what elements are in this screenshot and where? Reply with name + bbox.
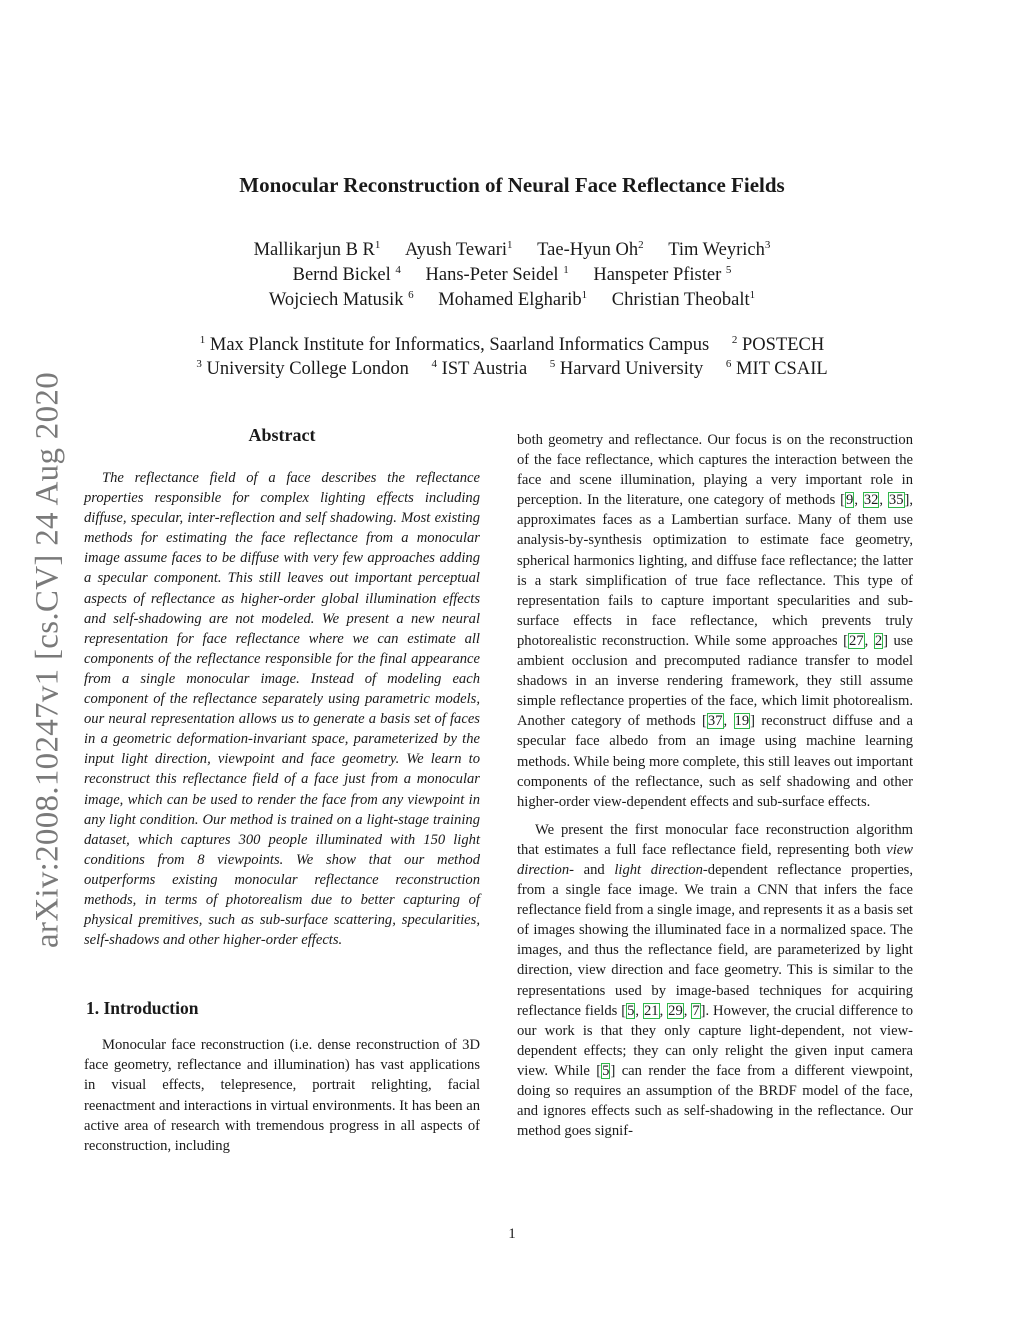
author-list <box>0 238 1024 313</box>
affiliation: $^6$ MIT CSAIL <box>725 358 828 379</box>
page-number: 1 <box>508 1226 516 1242</box>
citation-link[interactable]: 5 <box>602 1062 610 1079</box>
citation-link[interactable]: 21 <box>643 1002 659 1019</box>
affiliation: $^3$ University College London <box>196 358 409 379</box>
citation-link[interactable]: 35 <box>888 492 904 509</box>
author: Hanspeter Pfister $^5$ <box>593 264 732 285</box>
left-column <box>84 425 480 1156</box>
author: Bernd Bickel $^4$ <box>292 264 401 285</box>
citation-link[interactable]: 37 <box>707 713 723 730</box>
affiliation: $^2$ POSTECH <box>731 334 825 355</box>
paper-title: Monocular Reconstruction of Neural Face Reflectance Fields <box>239 173 785 197</box>
author: Wojciech Matusik $^6$ <box>268 289 414 310</box>
author: Tim Weyrich$^3$ <box>668 239 771 260</box>
citation-link[interactable]: 2 <box>874 632 883 649</box>
introduction-heading: 1. Introduction <box>86 998 199 1019</box>
author-line-1 <box>0 238 1024 263</box>
citation-link[interactable]: 19 <box>734 713 750 730</box>
abstract-text: The reflectance field of a face describes the reflectance properties responsible for complex lighting effects including diffuse, specular, inter-reflection and self shadowing. Most existing methods for estimating the face reflectance from a monocular image assume faces to be diffuse with very few approaches adding a specular component. This still leaves out important perceptual aspects of reflectance as higher-order global illumination effects and self-shadowing are not modeled. We present a new neural representation for face reflectance where we can estimate all components of the reflectance responsible for the final appearance from a single monocular image. Instead of modeling each component of the reflectance separately using parametric models, our neural representation allows us to generate a basis set of faces in a geometric deformation-invariant space, parameterized by the input light direction, viewpoint and face geometry. We learn to reconstruct this reflectance field of a face just from a monocular image, which can be used to render the face from any viewpoint in any light condition. Our method is trained on a light-stage training dataset, which captures 300 people illuminated with 150 light conditions from 8 viewpoints. We show that our method outperforms existing monocular reflectance reconstruction methods, in terms of photorealism due to better capturing of physical premitives, such as sub-surface scattering, specularities, self-shadows and other higher-order effects. <box>84 470 480 949</box>
citation-link[interactable]: 5 <box>627 1002 635 1019</box>
citation-link[interactable]: 9 <box>846 492 854 509</box>
abstract-heading: Abstract <box>248 425 316 445</box>
contribution-paragraph: We present the first monocular face reconstruction algorithm that estimates a full face reflectance field, representing both view direction- and light direction-dependent reflectance properties, from a single face image. We train a CNN that infers the face reflectance field from a single image, and represents it as a basis set of images showing the illuminated face in a normalized space. The images, and thus the reflectance field, are parameterized by light direction, view direction and face geometry. This is similar to the representations used by image-based techniques for acquiring reflectance fields [5, 21, 29, 7]. However, the crucial difference to our work is that they only capture light-dependent, not view-dependent effects; they can only relight the given input camera view. While [5] can render the face from a different viewpoint, doing so requires an assumption of the BRDF model of the face, and ignores effects such as self-shadowing in the reflectance. Our method goes signif- <box>517 821 914 1140</box>
author-line-3 <box>0 288 1024 313</box>
affiliation-list <box>0 333 1024 381</box>
citation-link[interactable]: 29 <box>668 1002 683 1019</box>
author: Mohamed Elgharib$^1$ <box>438 289 588 310</box>
citation-link[interactable]: 32 <box>863 492 879 509</box>
affiliation: $^1$ Max Planck Institute for Informatics, Saarland Informatics Campus <box>199 334 710 355</box>
citation-link[interactable]: 7 <box>692 1002 700 1019</box>
author: Christian Theobalt$^1$ <box>611 289 756 310</box>
right-column <box>517 430 913 1141</box>
author: Hans-Peter Seidel $^1$ <box>425 264 569 285</box>
arxiv-identifier: arXiv:2008.10247v1 [cs.CV] 24 Aug 2020 <box>29 371 66 949</box>
affiliation-line-2 <box>0 357 1024 381</box>
affiliation: $^5$ Harvard University <box>549 358 704 379</box>
author: Tae-Hyun Oh$^2$ <box>537 239 644 260</box>
affiliation-line-1 <box>0 333 1024 357</box>
author: Mallikarjun B $R^1$ <box>253 239 381 260</box>
citation-link[interactable]: 27 <box>849 632 864 649</box>
intro-paragraph: Monocular face reconstruction (i.e. dense reconstruction of 3D face geometry, reflectance and illumination) has vast applications in visual effects, telepresence, portrait relighting, facial reenactment and interactions in virtual environments. It has been an active area of research with tremendous progress in all aspects of reconstruction, including <box>84 1037 480 1154</box>
intro-paragraph-continued: both geometry and reflectance. Our focus is on the reconstruction of the face reflectance, which captures the interaction between the face and scene illumination, playing a very important role in perception. In the literature, one category of methods [9, 32, 35], approximates faces as a Lambertian surface. Many of them use analysis-by-synthesis optimization to estimate face geometry, spherical harmonics lighting, and diffuse face reflectance; the latter is a stark simplification of true face reflectance. This type of representation fails to capture important specularities and sub-surface effects in face reflectance, which prevents truly photorealistic reconstruction. While some approaches [27, 2] use ambient occlusion and precomputed radiance transfer to model shadows in an inverse rendering framework, they still assume simple reflectance properties of the face, which limit photorealism. Another category of methods [37, 19] reconstruct diffuse and a specular face albedo from an image using machine learning methods. While being more complete, this still leaves out important components of the reflectance, such as self shadowing and other higher-order view-dependent effects and sub-surface effects. <box>517 432 914 810</box>
author-line-2 <box>0 263 1024 288</box>
author: Ayush Tewari$^1$ <box>405 239 513 260</box>
affiliation: $^4$ IST Austria <box>431 358 528 379</box>
